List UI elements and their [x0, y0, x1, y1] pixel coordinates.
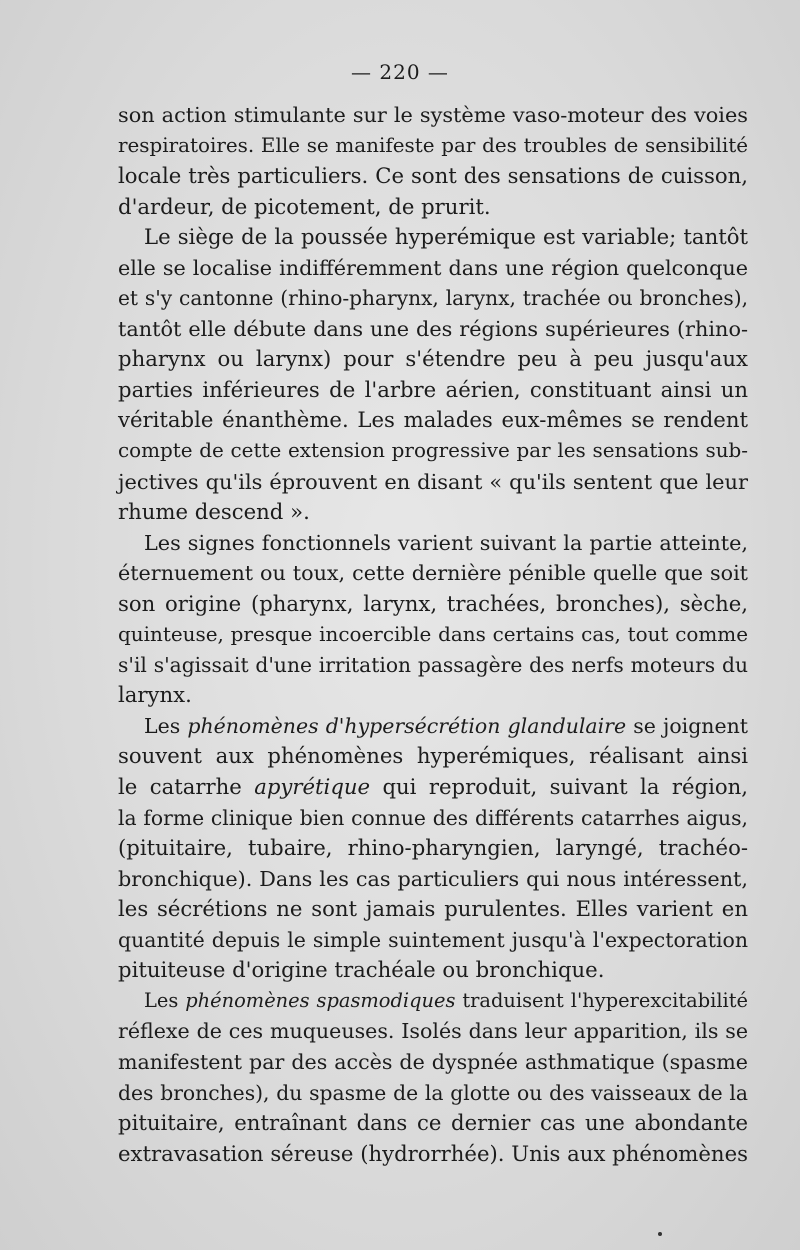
text-line: et s'y cantonne (rhino-pharynx, larynx, trachée ou bronches),: [118, 286, 748, 311]
text-run: traduisent l'hyperexcitabilité: [455, 988, 749, 1012]
text-line: quinteuse, presque incoercible dans certains cas, tout comme: [118, 622, 748, 647]
text-line: son origine (pharynx, larynx, trachées, bronches), sèche,: [118, 590, 748, 616]
text-line: parties inférieures de l'arbre aérien, constituant ainsi un: [118, 376, 748, 402]
text-line: d'ardeur, de picotement, de prurit.: [118, 193, 491, 219]
text-line: quantité depuis le simple suintement jusqu'à l'expectoration: [118, 927, 748, 952]
text-line: véritable énanthème. Les malades eux-mêmes se rendent: [118, 407, 748, 433]
text-run: qui reproduit, suivant la région,: [370, 774, 748, 800]
text-line: réflexe de ces muqueuses. Isolés dans leur apparition, ils se: [118, 1019, 748, 1044]
italic-phrase: phénomènes spasmodiques: [185, 988, 456, 1012]
text-line: manifestent par des accès de dyspnée asthmatique (spasme: [118, 1049, 748, 1074]
text-line: jectives qu'ils éprouvent en disant « qu'ils sentent que leur: [118, 469, 748, 494]
text-line: souvent aux phénomènes hyperémiques, réalisant ainsi: [118, 743, 748, 769]
text-line: rhume descend ».: [118, 499, 310, 525]
text-line: elle se localise indifféremment dans une région quelconque: [118, 255, 748, 280]
text-line: larynx.: [118, 682, 192, 708]
text-run: le catarrhe: [118, 774, 255, 800]
text-line: son action stimulante sur le système vaso-moteur des voies: [118, 103, 748, 127]
text-line: s'il s'agissait d'une irritation passagère des nerfs moteurs du: [118, 652, 748, 677]
text-line: extravasation séreuse (hydrorrhée). Unis aux phénomènes: [118, 1140, 748, 1166]
text-line: la forme clinique bien connue des différents catarrhes aigus,: [118, 805, 748, 830]
text-line: (pituitaire, tubaire, rhino-pharyngien, laryngé, trachéo-: [118, 835, 748, 861]
paragraph-4: [118, 711, 748, 986]
text-line: compte de cette extension progressive par les sensations sub-: [118, 439, 748, 463]
text-line: Les signes fonctionnels varient suivant la partie atteinte,: [144, 530, 748, 555]
text-line: des bronches), du spasme de la glotte ou des vaisseaux de la: [118, 1080, 748, 1105]
page-number: — 220 —: [351, 60, 449, 84]
text-line: [118, 772, 748, 803]
text-line: tantôt elle débute dans une des régions supérieures (rhino-: [118, 316, 748, 341]
text-line: les sécrétions ne sont jamais purulentes. Elles varient en: [118, 896, 748, 922]
paragraph-5: [118, 986, 748, 1169]
text-line: [118, 986, 748, 1017]
paper-speck: [658, 1232, 662, 1236]
text-line: pharynx ou larynx) pour s'étendre peu à peu jusqu'aux: [118, 346, 748, 372]
text-line: Le siège de la poussée hyperémique est variable; tantôt: [144, 224, 748, 250]
text-run: se joignent: [626, 713, 748, 738]
text-line: bronchique). Dans les cas particuliers qui nous intéressent,: [118, 866, 748, 891]
italic-phrase: phénomènes d'hypersécrétion glandulaire: [187, 713, 627, 738]
text-line: locale très particuliers. Ce sont des sensations de cuisson,: [118, 163, 748, 189]
text-line: pituitaire, entraînant dans ce dernier cas une abondante: [118, 1110, 748, 1136]
body-text: [118, 100, 748, 1169]
text-line: respiratoires. Elle se manifeste par des troubles de sensibilité: [118, 133, 748, 157]
text-line: pituiteuse d'origine trachéale ou bronchique.: [118, 957, 605, 983]
paragraph-2: [118, 222, 748, 527]
italic-phrase: apyrétique: [254, 774, 371, 800]
text-line: éternuement ou toux, cette dernière pénible quelle que soit: [118, 561, 748, 586]
text-line: [118, 711, 748, 742]
paragraph-3: [118, 528, 748, 711]
text-run: Les: [144, 988, 186, 1012]
paragraph-1: [118, 100, 748, 222]
text-run: Les: [144, 713, 188, 738]
